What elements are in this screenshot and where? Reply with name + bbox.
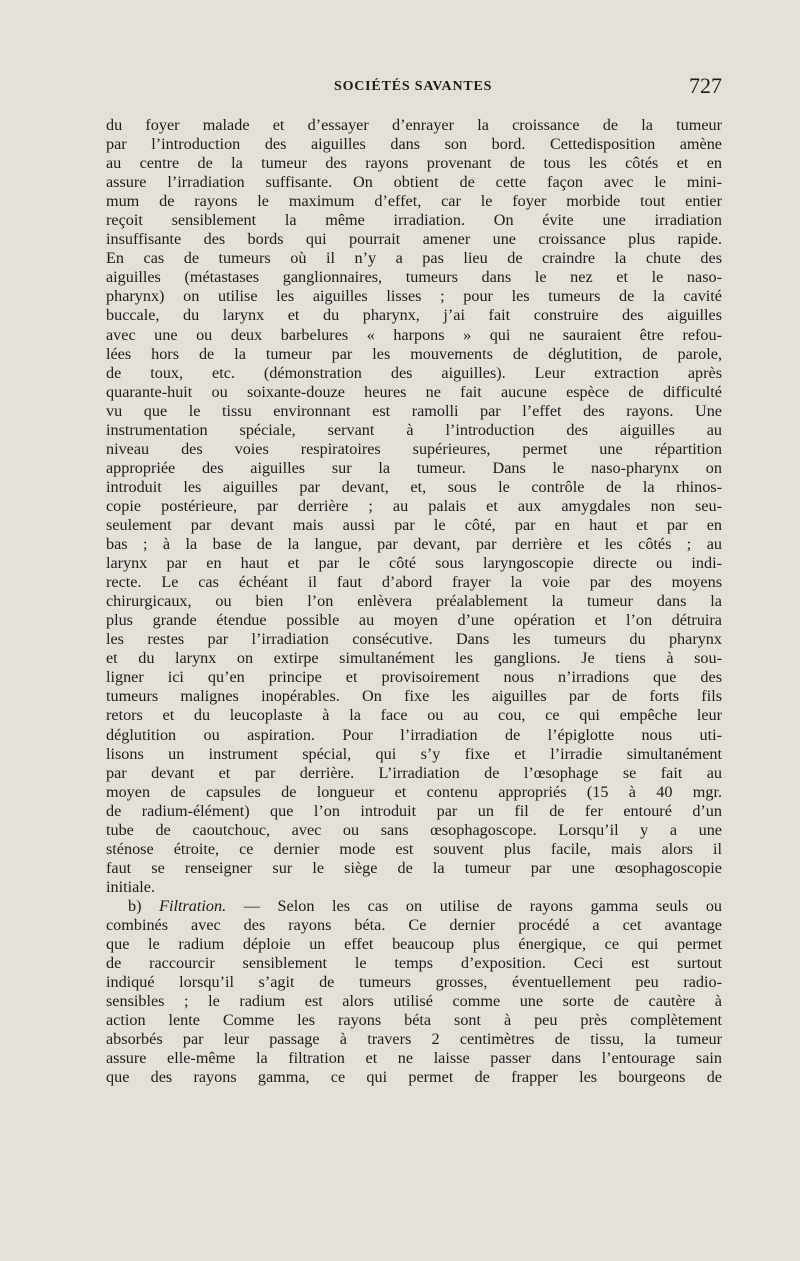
text-line: assure elle-même la filtration et ne laisse passer dans l’entourage sain xyxy=(106,1049,722,1068)
text-line: par devant et par derrière. L’irradiation de l’œsophage se fait au xyxy=(106,763,722,782)
text-line: seulement par devant mais aussi par le côté, par en haut et par en xyxy=(106,515,722,534)
text-line: niveau des voies respiratoires supérieures, permet une répartition xyxy=(106,439,722,458)
text-line: que des rayons gamma, ce qui permet de frapper les bourgeons de xyxy=(106,1068,722,1087)
filtration-first-line-text: — Selon les cas on utilise de rayons gamma seuls ou xyxy=(226,896,722,915)
text-line: de radium-élément) que l’on introduit par un fil de fer entouré d’un xyxy=(106,801,722,820)
text-line: plus grande étendue possible au moyen d’une opération et l’on détruira xyxy=(106,611,722,630)
text-line: tube de caoutchouc, avec ou sans œsophagoscope. Lorsqu’il y a une xyxy=(106,820,722,839)
text-line: de raccourcir sensiblement le temps d’exposition. Ceci est surtout xyxy=(106,954,722,973)
text-line: de toux, etc. (démonstration des aiguilles). Leur extraction après xyxy=(106,363,722,382)
text-line: quarante-huit ou soixante-douze heures ne fait aucune espèce de difficulté xyxy=(106,382,722,401)
text-line: recte. Le cas échéant il faut d’abord frayer la voie par des moyens xyxy=(106,573,722,592)
text-line: les restes par l’irradiation consécutive. Dans les tumeurs du pharynx xyxy=(106,630,722,649)
text-line: vu que le tissu environnant est ramolli par l’effet des rayons. Une xyxy=(106,401,722,420)
filtration-title: Filtration. xyxy=(159,896,227,915)
text-line: déglutition ou aspiration. Pour l’irradiation de l’épiglotte nous uti- xyxy=(106,725,722,744)
text-line: aiguilles (métastases ganglionnaires, tumeurs dans le nez et le naso- xyxy=(106,268,722,287)
page-header xyxy=(106,73,722,103)
text-line: faut se renseigner sur le siège de la tumeur par une œsophagoscopie xyxy=(106,858,722,877)
text-line: que le radium déploie un effet beaucoup plus énergique, ce qui permet xyxy=(106,935,722,954)
text-line: moyen de capsules de longueur et contenu appropriés (15 à 40 mgr. xyxy=(106,782,722,801)
text-line: lées hors de la tumeur par les mouvements de déglutition, de parole, xyxy=(106,344,722,363)
text-line: action lente Comme les rayons béta sont à peu près complètement xyxy=(106,1011,722,1030)
filtration-heading-line xyxy=(106,897,722,916)
text-line: pharynx) on utilise les aiguilles lisses ; pour les tumeurs de la cavité xyxy=(106,287,722,306)
text-line: sténose étroite, ce dernier mode est souvent plus facile, mais alors il xyxy=(106,839,722,858)
text-line: retors et du leucoplaste à la face ou au cou, ce qui empêche leur xyxy=(106,706,722,725)
body-text xyxy=(106,116,722,1087)
text-line: au centre de la tumeur des rayons provenant de tous les côtés et en xyxy=(106,154,722,173)
text-line: tumeurs malignes inopérables. On fixe les aiguilles par de forts fils xyxy=(106,687,722,706)
text-line: indiqué lorsqu’il s’agit de tumeurs grosses, éventuellement peu radio- xyxy=(106,973,722,992)
text-line: larynx par en haut et par le côté sous laryngoscopie directe ou indi- xyxy=(106,554,722,573)
text-line: appropriée des aiguilles sur la tumeur. Dans le naso-pharynx on xyxy=(106,458,722,477)
text-line: reçoit sensiblement la même irradiation. On évite une irradiation xyxy=(106,211,722,230)
text-line: combinés avec des rayons béta. Ce dernier procédé a cet avantage xyxy=(106,915,722,934)
filtration-label: b) xyxy=(128,896,160,915)
text-line: instrumentation spéciale, servant à l’introduction des aiguilles au xyxy=(106,420,722,439)
page-number: 727 xyxy=(689,73,722,98)
text-line: par l’introduction des aiguilles dans son bord. Cettedisposition amène xyxy=(106,135,722,154)
text-line: bas ; à la base de la langue, par devant, par derrière et les côtés ; au xyxy=(106,535,722,554)
text-line: absorbés par leur passage à travers 2 centimètres de tissu, la tumeur xyxy=(106,1030,722,1049)
text-line: lisons un instrument spécial, qui s’y fixe et l’irradie simultanément xyxy=(106,744,722,763)
text-line: ligner ici qu’en principe et provisoirement nous n’irradions que des xyxy=(106,668,722,687)
text-line: sensibles ; le radium est alors utilisé comme une sorte de cautère à xyxy=(106,992,722,1011)
text-line: avec une ou deux barbelures « harpons » qui ne sauraient être refou- xyxy=(106,325,722,344)
text-line: En cas de tumeurs où il n’y a pas lieu de craindre la chute des xyxy=(106,249,722,268)
text-line: chirurgicaux, ou bien l’on enlèvera préalablement la tumeur dans la xyxy=(106,592,722,611)
text-line: introduit les aiguilles par devant, et, sous le contrôle de la rhinos- xyxy=(106,477,722,496)
text-line: du foyer malade et d’essayer d’enrayer la croissance de la tumeur xyxy=(106,116,722,134)
text-line: mum de rayons le maximum d’effet, car le foyer morbide tout entier xyxy=(106,192,722,211)
text-line: assure l’irradiation suffisante. On obtient de cette façon avec le mini- xyxy=(106,173,722,192)
running-title: SOCIÉTÉS SAVANTES xyxy=(334,79,493,94)
text-line: initiale. xyxy=(106,877,155,896)
text-line: copie postérieure, par derrière ; au palais et aux amygdales non seu- xyxy=(106,496,722,515)
text-line: insuffisante des bords qui pourrait amener une croissance plus rapide. xyxy=(106,230,722,249)
text-line: buccale, du larynx et du pharynx, j’ai fait construire des aiguilles xyxy=(106,306,722,325)
text-line: et du larynx on extirpe simultanément les ganglions. Je tiens à sou- xyxy=(106,649,722,668)
